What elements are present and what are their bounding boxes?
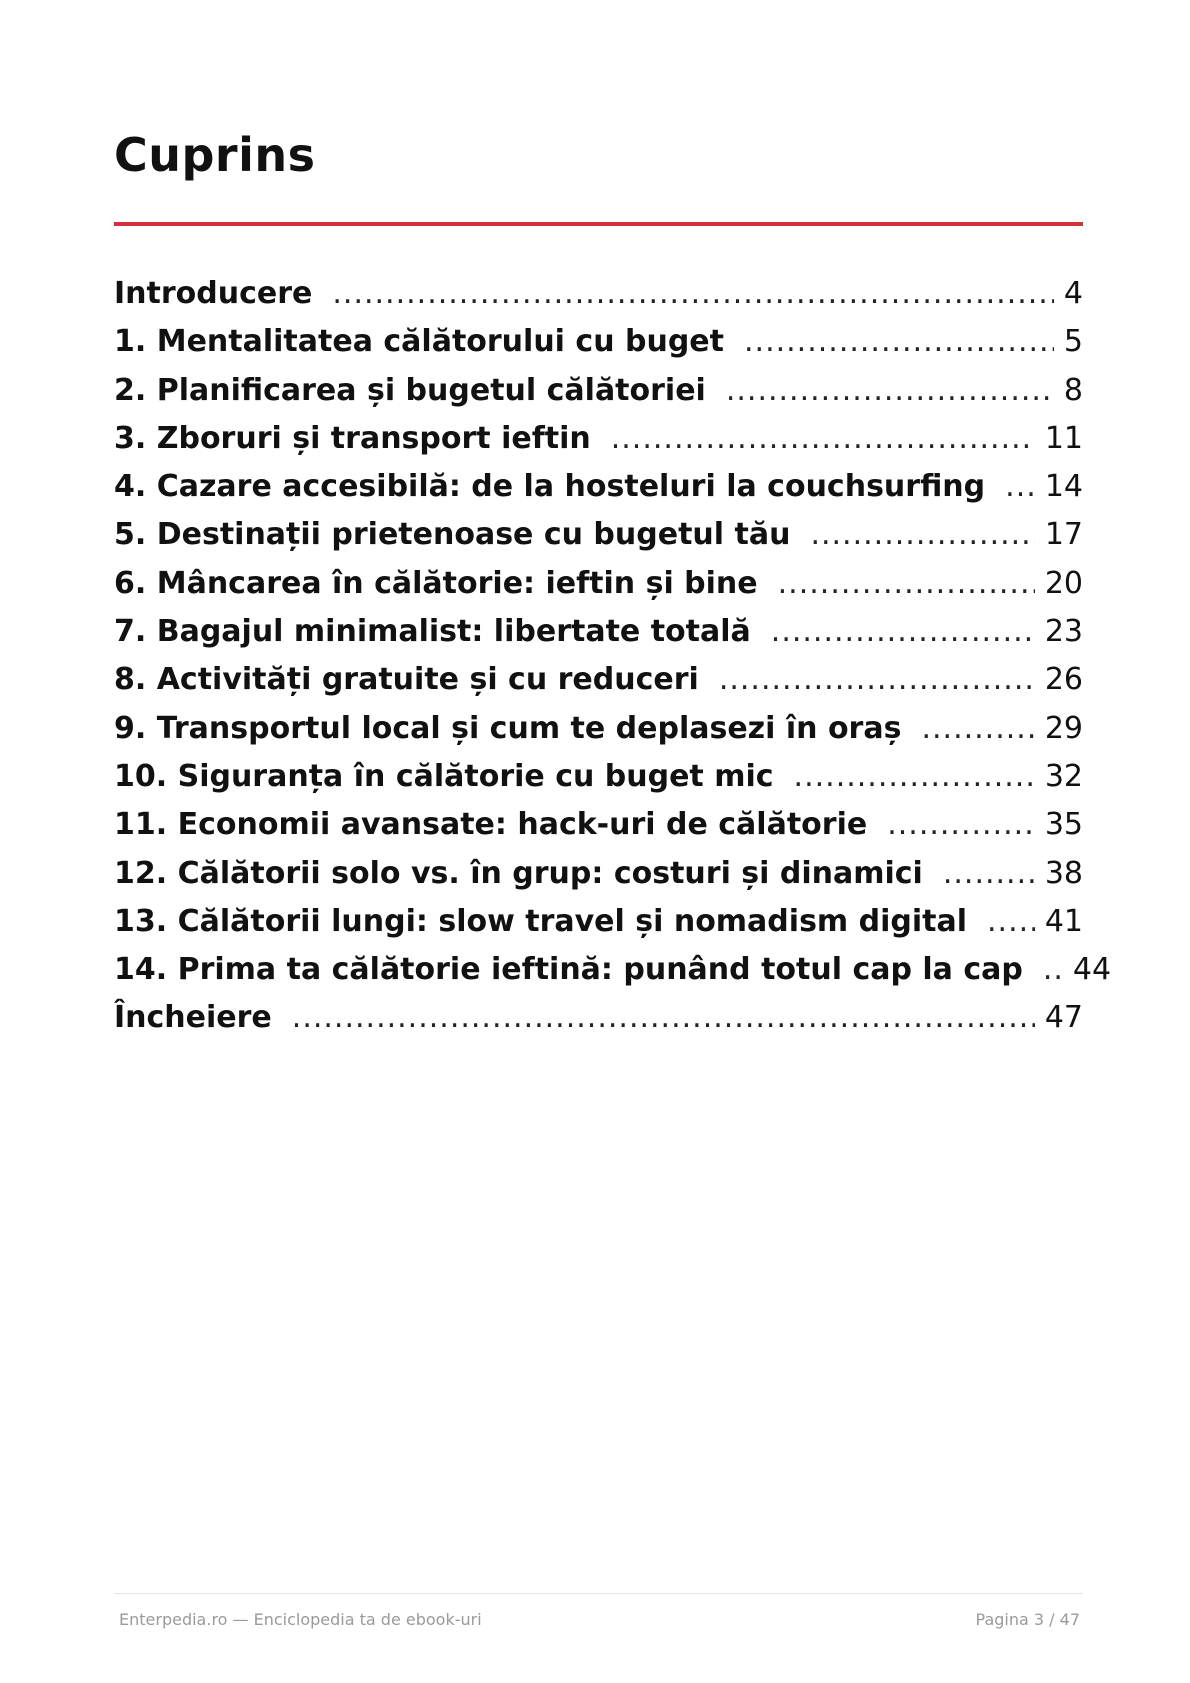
dot-leader	[726, 373, 1054, 408]
toc-entry-page: 4	[1063, 276, 1083, 311]
toc-entry-chapter-12[interactable]	[114, 856, 1083, 904]
toc-entry-page: 23	[1044, 614, 1083, 650]
toc-entry-title: 4. Cazare accesibilă: de la hosteluri la couchsurfing	[114, 469, 986, 505]
dot-leader	[719, 662, 1035, 697]
toc-entry-title: 7. Bagajul minimalist: libertate totală	[114, 614, 751, 650]
toc-entry-title: 9. Transportul local și cum te deplasezi în oraș	[114, 710, 902, 746]
toc-entry-page: 32	[1044, 758, 1083, 794]
toc-entry-title: 11. Economii avansate: hack-uri de călătorie	[114, 807, 868, 843]
toc-entry-chapter-13[interactable]	[114, 904, 1083, 952]
toc-entry-chapter-3[interactable]	[114, 421, 1083, 469]
dot-leader	[943, 856, 1035, 891]
toc-entry-page: 47	[1044, 1000, 1083, 1036]
dot-leader	[987, 904, 1035, 939]
table-of-contents	[114, 276, 1112, 1049]
dot-leader	[778, 566, 1035, 601]
footer-page-number: Pagina 3 / 47	[975, 1610, 1080, 1629]
toc-entry-chapter-5[interactable]	[114, 517, 1083, 565]
toc-entry-page: 20	[1044, 565, 1083, 601]
dot-leader	[1043, 952, 1063, 987]
toc-entry-chapter-6[interactable]	[114, 566, 1083, 614]
toc-entry-page: 38	[1044, 855, 1083, 891]
toc-entry-title: 13. Călătorii lungi: slow travel și nomadism digital	[114, 903, 968, 939]
toc-entry-chapter-1[interactable]	[114, 324, 1083, 372]
dot-leader	[1005, 469, 1035, 504]
toc-entry-chapter-7[interactable]	[114, 614, 1083, 662]
toc-entry-chapter-11[interactable]	[114, 807, 1083, 855]
dot-leader	[611, 421, 1035, 456]
toc-entry-chapter-10[interactable]	[114, 759, 1083, 807]
toc-entry-title: 10. Siguranța în călătorie cu buget mic	[114, 758, 774, 794]
dot-leader	[771, 614, 1035, 649]
dot-leader	[921, 711, 1034, 746]
toc-entry-page: 41	[1044, 903, 1083, 939]
toc-entry-title: 2. Planificarea și bugetul călătoriei	[114, 372, 706, 408]
toc-entry-title: 8. Activități gratuite și cu reduceri	[114, 662, 699, 698]
toc-entry-page: 14	[1044, 469, 1083, 505]
toc-entry-title: Încheiere	[114, 1000, 272, 1036]
dot-leader	[794, 759, 1035, 794]
toc-entry-introducere[interactable]	[114, 276, 1083, 324]
title-divider	[114, 222, 1083, 226]
toc-entry-page: 44	[1072, 952, 1112, 988]
footer-divider	[114, 1593, 1083, 1594]
page-title: Cuprins	[114, 128, 316, 182]
toc-entry-title: 14. Prima ta călătorie ieftină: punând totul cap la cap	[114, 952, 1023, 988]
toc-entry-page: 11	[1044, 420, 1083, 456]
toc-entry-title: 3. Zboruri și transport ieftin	[114, 420, 591, 456]
dot-leader	[810, 517, 1034, 552]
toc-entry-chapter-4[interactable]	[114, 469, 1083, 517]
toc-entry-title: 12. Călătorii solo vs. în grup: costuri și dinamici	[114, 855, 923, 891]
dot-leader	[332, 276, 1054, 311]
toc-entry-chapter-9[interactable]	[114, 711, 1083, 759]
toc-entry-title: 6. Mâncarea în călătorie: ieftin și bine	[114, 565, 758, 601]
toc-entry-chapter-2[interactable]	[114, 373, 1083, 421]
toc-entry-chapter-8[interactable]	[114, 662, 1083, 710]
toc-entry-page: 8	[1063, 372, 1083, 408]
toc-entry-page: 26	[1044, 662, 1083, 698]
toc-entry-page: 17	[1044, 517, 1083, 553]
toc-entry-incheiere[interactable]	[114, 1000, 1083, 1048]
dot-leader	[887, 807, 1035, 842]
footer-site-name: Enterpedia.ro — Enciclopedia ta de ebook-uri	[119, 1610, 482, 1629]
toc-entry-title: 5. Destinații prietenoase cu bugetul tău	[114, 517, 791, 553]
toc-entry-page: 35	[1044, 807, 1083, 843]
toc-entry-title: 1. Mentalitatea călătorului cu buget	[114, 324, 724, 360]
toc-entry-page: 5	[1063, 324, 1083, 360]
toc-entry-page: 29	[1044, 710, 1083, 746]
dot-leader	[744, 324, 1054, 359]
toc-entry-chapter-14[interactable]	[114, 952, 1112, 1000]
toc-entry-title: Introducere	[114, 276, 313, 311]
dot-leader	[292, 1000, 1035, 1035]
